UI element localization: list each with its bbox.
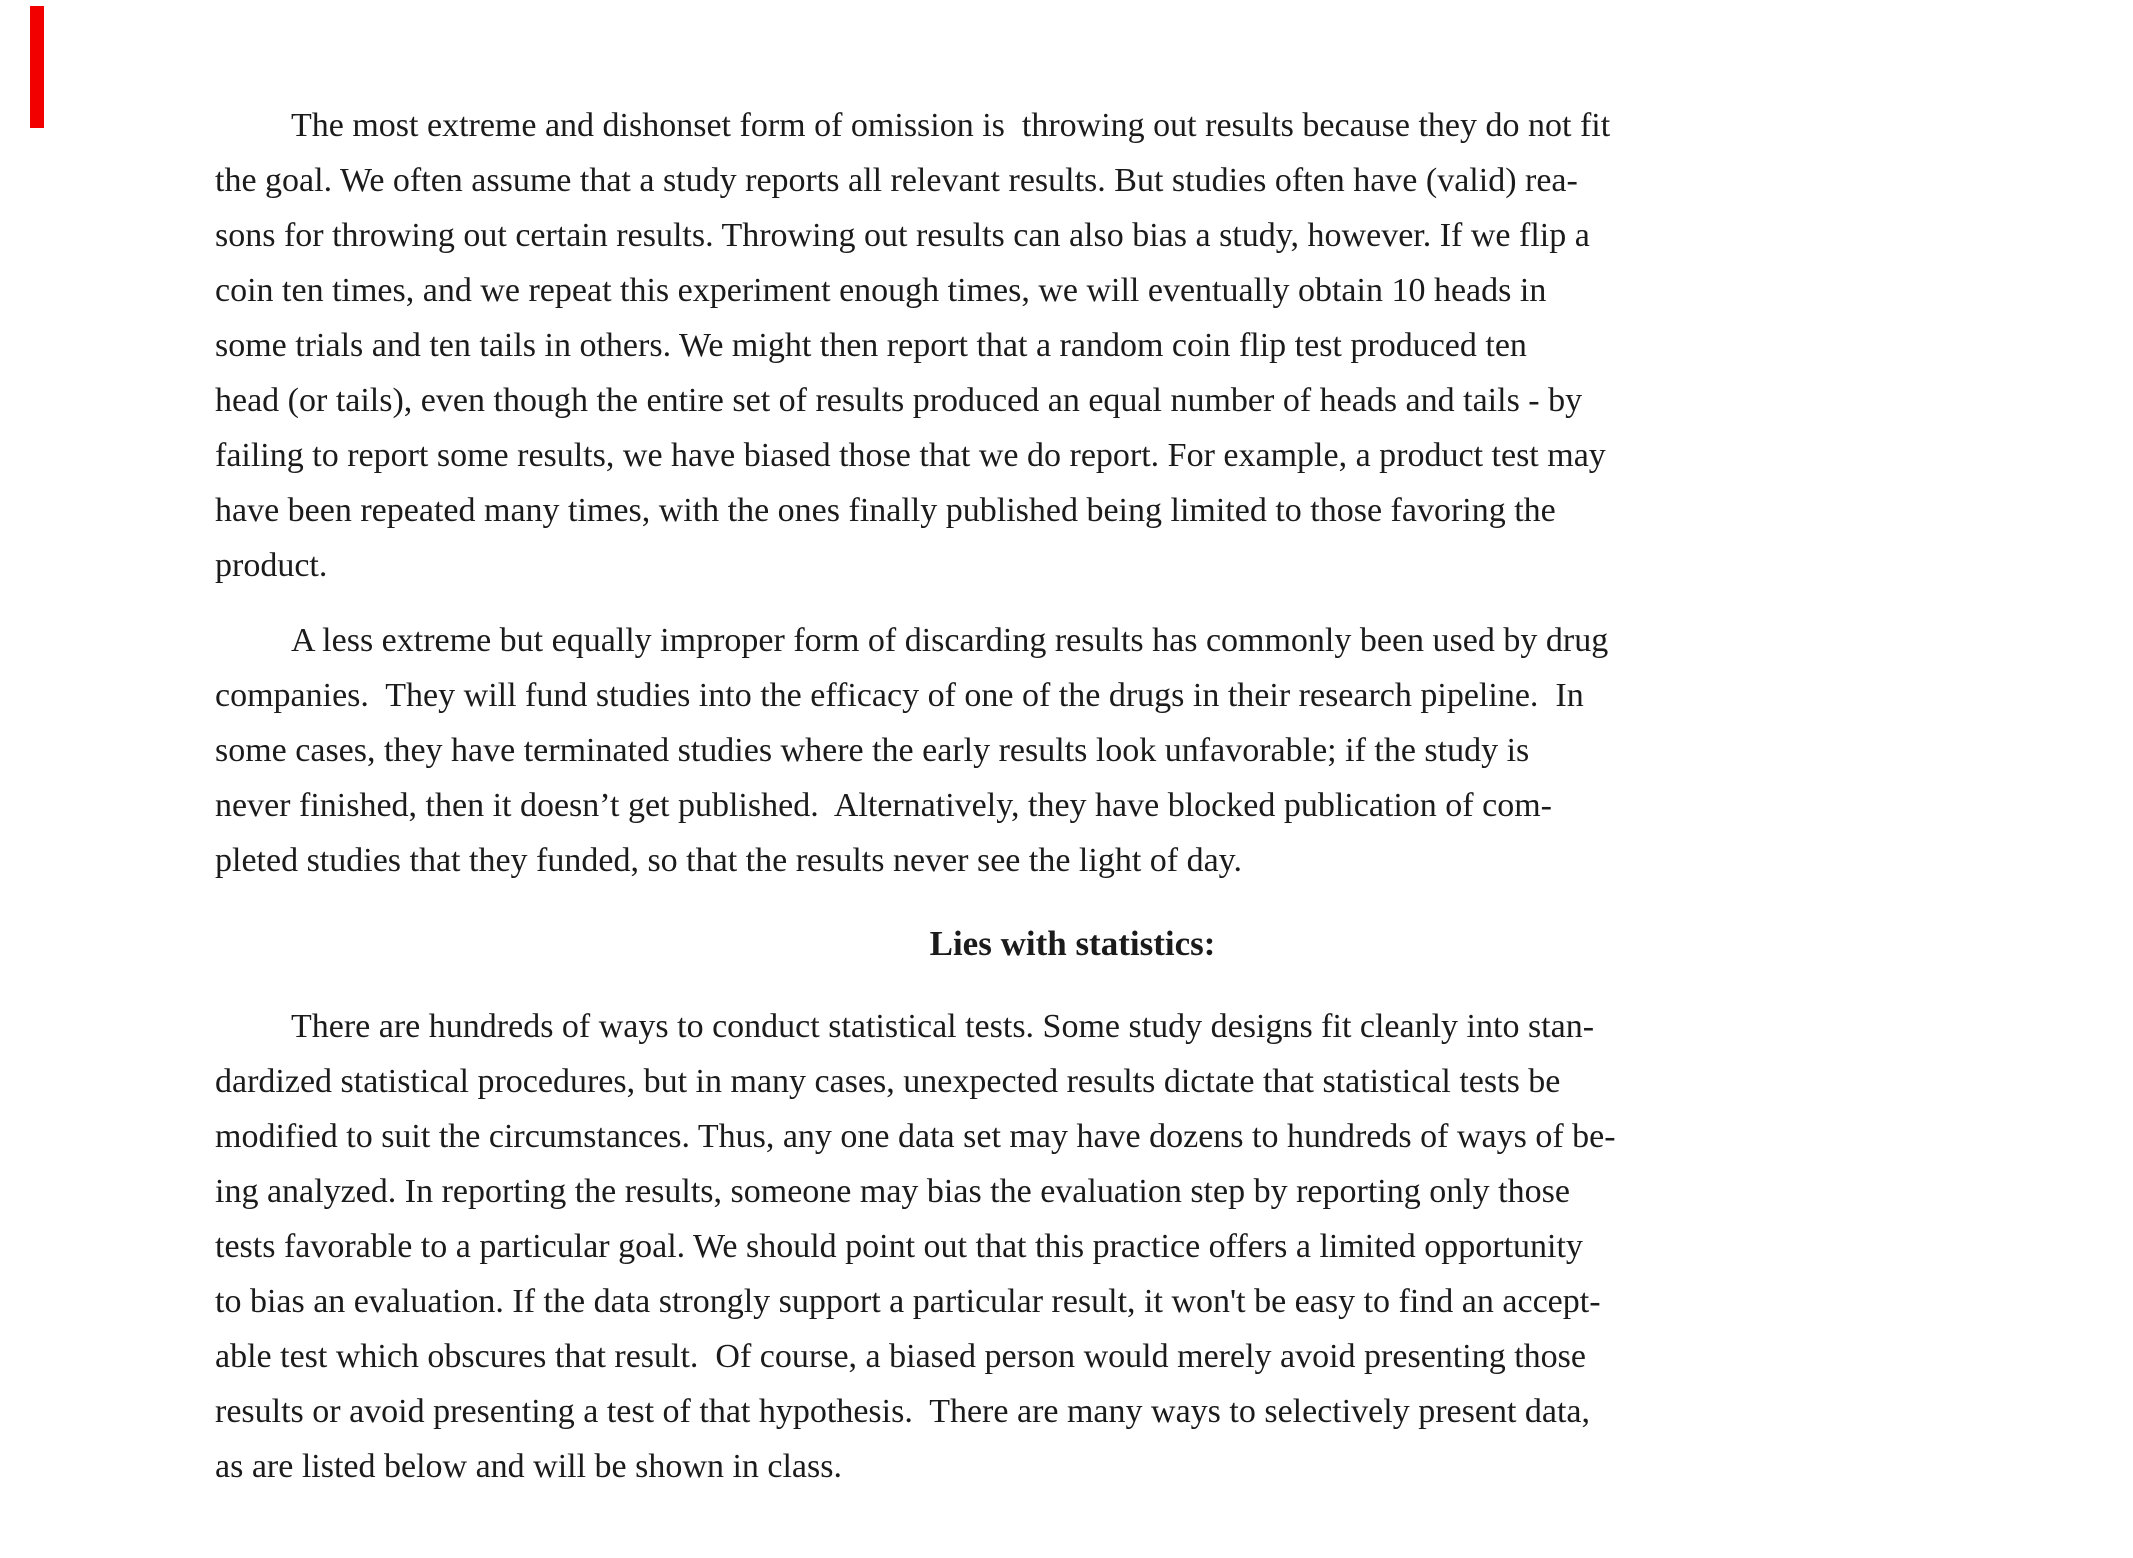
text-line: tests favorable to a particular goal. We should point out that this practice offers a limited opportunity xyxy=(215,1228,1583,1265)
text-line: dardized statistical procedures, but in many cases, unexpected results dictate that statistical tests be xyxy=(215,1063,1561,1100)
text-line: failing to report some results, we have biased those that we do report. For example, a product test may xyxy=(215,437,1606,474)
text-line: as are listed below and will be shown in class. xyxy=(215,1448,842,1485)
text-line: to bias an evaluation. If the data strongly support a particular result, it won't be easy to find an accept- xyxy=(215,1283,1601,1320)
text-line: results or avoid presenting a test of that hypothesis. There are many ways to selectively present data, xyxy=(215,1393,1591,1430)
text-line: sons for throwing out certain results. Throwing out results can also bias a study, however. If we flip a xyxy=(215,217,1590,254)
text-line: some trials and ten tails in others. We might then report that a random coin flip test produced ten xyxy=(215,327,1527,364)
text-line: product. xyxy=(215,547,328,584)
paragraph-drug-companies xyxy=(215,613,1930,888)
text-line: able test which obscures that result. Of course, a biased person would merely avoid presenting those xyxy=(215,1338,1586,1375)
text-line: head (or tails), even though the entire set of results produced an equal number of heads and tails - by xyxy=(215,382,1583,419)
text-line: the goal. We often assume that a study reports all relevant results. But studies often have (valid) rea- xyxy=(215,162,1578,199)
section-heading: Lies with statistics: xyxy=(929,924,1216,963)
text-line: have been repeated many times, with the ones finally published being limited to those favoring the xyxy=(215,492,1556,529)
text-line: ing analyzed. In reporting the results, someone may bias the evaluation step by reporting only those xyxy=(215,1173,1570,1210)
paragraph-lies-with-statistics xyxy=(215,999,1930,1494)
text-line: There are hundreds of ways to conduct statistical tests. Some study designs fit cleanly into stan- xyxy=(291,1008,1595,1045)
text-line: modified to suit the circumstances. Thus, any one data set may have dozens to hundreds of ways of be- xyxy=(215,1118,1616,1155)
text-line: never finished, then it doesn’t get published. Alternatively, they have blocked publication of com- xyxy=(215,787,1552,824)
text-line: A less extreme but equally improper form of discarding results has commonly been used by drug xyxy=(291,622,1609,659)
red-annotation-mark xyxy=(30,6,44,128)
text-block xyxy=(215,98,1930,1514)
text-line: some cases, they have terminated studies where the early results look unfavorable; if the study is xyxy=(215,732,1530,769)
text-line: companies. They will fund studies into the efficacy of one of the drugs in their research pipeline. In xyxy=(215,677,1584,714)
text-line: pleted studies that they funded, so that the results never see the light of day. xyxy=(215,842,1242,879)
paragraph-omission xyxy=(215,98,1930,593)
text-line: coin ten times, and we repeat this experiment enough times, we will eventually obtain 10 heads in xyxy=(215,272,1547,309)
text-line: The most extreme and dishonset form of omission is throwing out results because they do not fit xyxy=(291,107,1611,144)
